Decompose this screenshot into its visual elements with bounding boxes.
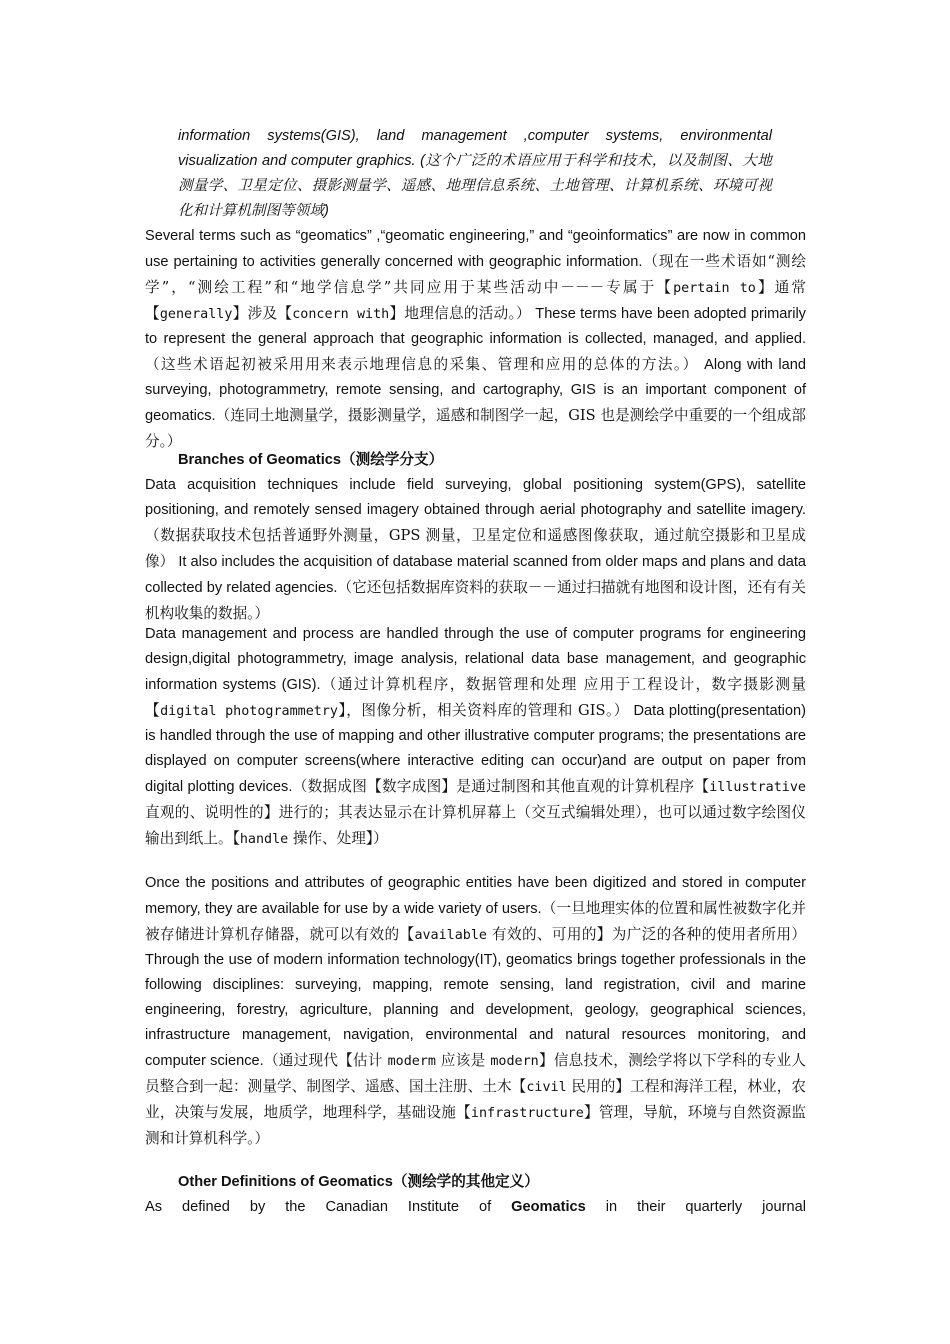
- paragraph-data-management: Data management and process are handled through the use of computer programs for engineering design,digital photogrammetry, image analysis, relational data base management, and geographic information systems (GIS).（通过计算机程序，数据管理和处理 应用于工程设计，数字摄影测量【digital photogrammetry】，图像分析，相关资料库的管理和 GIS。） Data plotting(presentation) is handled through the use of mapping and other illustrative computer programs; the presentations are displayed on computer screens(where interactive editing can occur)and are output on paper from digital plotting devices.（数据成图【数字成图】是通过制图和其他直观的计算机程序【illustrative 直观的、说明性的】进行的；其表达显示在计算机屏幕上（交互式编辑处理），也可以通过数字绘图仪输出到纸上。【handle 操作、处理】）: [145, 626, 806, 847]
- paragraph-geomatics-terms: Several terms such as “geomatics” ,“geomatic engineering,” and “geoinformatics” are now in common use pertaining to activities generally concerned with geographic information.（现在一些术语如“测绘学”，“测绘工程”和“地学信息学”共同应用于某些活动中－－－专属于【pertain to】通常【generally】涉及【concern with】地理信息的活动。） These terms have been adopted primarily to represent the general approach that geographic information is collected, managed, and applied.（这些术语起初被采用用来表示地理信息的采集、管理和应用的总体的方法。） Along with land surveying, photogrammetry, remote sensing, and cartography, GIS is an important component of geomatics.（连同土地测量学，摄影测量学，遥感和制图学一起，GIS 也是测绘学中重要的一个组成部分。）: [145, 228, 807, 450]
- paragraph-data-acquisition: Data acquisition techniques include field surveying, global positioning system(GPS), satellite positioning, and remotely sensed imagery obtained through aerial photography and satellite imagery.（数据获取技术包括普通野外测量，GPS 测量，卫星定位和遥感图像获取，通过航空摄影和卫星成像） It also includes the acquisition of database material scanned from older maps and plans and data collected by related agencies.（它还包括数据库资料的获取－－通过扫描就有地图和设计图，还有有关机构收集的数据。）: [145, 477, 806, 622]
- paragraph-canadian-institute: As defined by the Canadian Institute of Geomatics in their quarterly journal: [145, 1199, 806, 1215]
- intro-italic-paragraph: information systems(GIS), land management ,computer systems, environmental visualization and computer graphics. (这个广泛的术语应用于科学和技术，以及制图、大地测量学、卫星定位、摄影测量学、遥感、地理信息系统、土地管理、计算机系统、环境可视化和计算机制图等领域): [178, 128, 772, 219]
- heading-other-definitions: Other Definitions of Geomatics（测绘学的其他定义）: [178, 1174, 539, 1190]
- paragraph-geographic-entities: Once the positions and attributes of geographic entities have been digitized and stored in computer memory, they are available for use by a wide variety of users.（一旦地理实体的位置和属性被数字化并被存储进计算机存储器，就可以有效的【available 有效的、可用的】为广泛的各种的使用者所用） Through the use of modern information technology(IT), geomatics brings together professionals in the following disciplines: surveying, mapping, remote sensing, land registration, civil and marine engineering, forestry, agriculture, planning and development, geology, geographical sciences, infrastructure management, navigation, environmental and natural resources monitoring, and computer science.（通过现代【估计 moderm 应该是 modern】信息技术，测绘学将以下学科的专业人员整合到一起：测量学、制图学、遥感、国土注册、土木【civil 民用的】工程和海洋工程，林业，农业，决策与发展，地质学，地理科学，基础设施【infrastructure】管理，导航，环境与自然资源监测和计算机科学。）: [145, 875, 806, 1147]
- heading-branches: Branches of Geomatics（测绘学分支）: [178, 452, 444, 468]
